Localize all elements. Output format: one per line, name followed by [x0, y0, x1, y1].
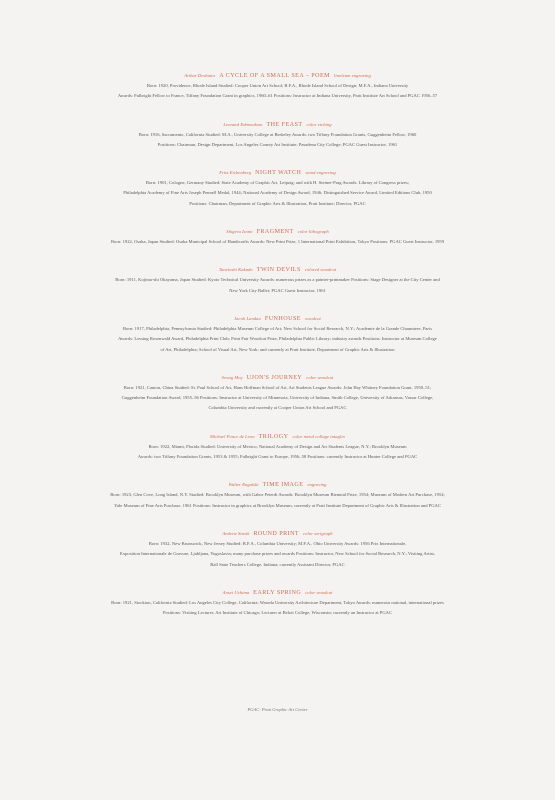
artist-entry [33, 589, 523, 618]
entry-heading [33, 374, 523, 382]
work-medium: color serigraph [303, 530, 333, 536]
artist-name: Michael Ponce de Leon [210, 433, 255, 439]
bio-line: Yale Museum of Fine Arts Purchase, 1961 Positions: Instructor in graphics at Brooklyn Museum, currently at Pratt Institute Department of Graphic Arts & Illustration and PGAC [114, 502, 441, 508]
footer-note: PGAC: Pratt Graphic Art Center [247, 707, 308, 712]
artist-name: Seong Moy [221, 374, 243, 380]
artist-name: Andrew Stasik [222, 530, 250, 536]
work-medium: engraving [307, 482, 327, 488]
work-medium: color metal collage intaglio [292, 433, 345, 439]
bio-line: Columbia University and currently at Cooper Union Art School and PGAC [208, 405, 347, 411]
bio-line: Born: 1932, New Brunswick, New Jersey Studied: B.F.A., Columbia University; M.F.A., Ohio University Awards: 1956 Prix Internationale, [148, 540, 407, 546]
artist-entry [33, 228, 523, 246]
artist-entry [33, 315, 523, 354]
bio-line: Exposition Internationale de Gravure, Ljubljana, Yugoslavia; many purchase prizes and awards Positions: Instructor, New School for Social Research, N.Y.; Visiting Artist, [120, 551, 435, 557]
work-medium: color etching [306, 121, 332, 127]
bio-line: Born: 1921, Stockton, California Studied: Los Angeles City College, California; Waseda University Architecture Department, Tokyo Awards: numerous national, international prizes [111, 599, 444, 605]
work-title: UJON'S JOURNEY [246, 374, 303, 381]
bio-line: Philadelphia Academy of Fine Arts Joseph Pennell Medal, 1944; National Academy of Design Award, 1946; Distinguished Service Award, Limited Editions Club, 1950 [123, 190, 432, 196]
artist-entry [33, 433, 523, 462]
work-medium: woodcut [304, 315, 321, 321]
artist-entry [33, 374, 523, 413]
bio-line: Born: 1922, Miami, Florida Studied: University of Mexico; National Academy of Design and Art Students League, N.Y.; Brooklyn Museum [148, 443, 407, 449]
entry-heading [33, 169, 523, 177]
artist-name: Arthur Deshaies [184, 73, 216, 78]
work-title: THE FEAST [266, 121, 303, 128]
bio-line: Born: 1911, Kojima-shi Okayama, Japan Studied: Kyoto Technical University Awards: numerous prizes as a painter-printmaker Positions: Stage Designer at the City Center and [115, 277, 440, 283]
work-title: TRILOGY [258, 433, 289, 440]
entry-heading [33, 481, 523, 489]
artist-entry [33, 481, 523, 510]
work-title: TIME IMAGE [262, 482, 304, 489]
bio-line: Born: 1921, Canton, China Studied: St. Paul School of Art, Hans Hoffman School of Art, Art Students League Awards: John Hay Whitney Foundation Grant, 1950–51; [123, 384, 432, 390]
entry-heading [33, 72, 523, 80]
artist-entry [33, 530, 523, 569]
work-title: ROUND PRINT [253, 530, 300, 537]
work-medium: color lithograph [297, 229, 329, 235]
work-title: FRAGMENT [256, 229, 294, 236]
entry-heading [33, 589, 523, 597]
bio-line: Ball State Teachers College, Indiana; currently Assistant Director, PGAC [210, 561, 345, 567]
work-title: NIGHT WATCH [255, 170, 302, 177]
bio-line: Born: 1922, Osaka, Japan Studied: Osaka Municipal School of Handicrafts Awards: New Print Prize, 1 International Print Exhibition, Tokyo Positions: PGAC Guest Instructor, 1959 [110, 239, 445, 245]
artist-name: Ansei Uchima [222, 589, 250, 595]
bio-line: Born: 1923, Glen Cove, Long Island, N.Y. Studied: Brooklyn Museum, with Gabor Peterdi Awards: Brooklyn Museum Biennial Prize, 1954; Museum of Modern Art Purchase, 1954; [110, 492, 445, 498]
artist-name: Shigeru Isomi [226, 229, 253, 235]
entry-heading [33, 315, 523, 323]
artist-name: Leonard Edmondson [223, 121, 263, 127]
artist-entry [33, 121, 523, 150]
entry-heading [33, 433, 523, 441]
bio-line: Awards: Fulbright Fellow to France, Tiffany Foundation Grant in graphics, 1960–61 Positions: Instructor at Indiana University, Pratt Institute Art School and PGAC 1956–57 [117, 93, 438, 99]
work-medium: wood engraving [305, 170, 336, 176]
entry-heading [33, 228, 523, 236]
work-medium: color woodcut [306, 374, 334, 380]
bio-line: New York City Ballet; PGAC Guest Instructor, 1961 [229, 287, 326, 293]
bio-line: Awards: Lessing Rosenwald Award, Philadelphia Print Club; Print Fair Woodcut Prize, Philadelphia Public Library; industry awards Positions: Instructor at Museum College [118, 336, 437, 342]
bio-line: Born: 1917, Philadelphia, Pennsylvania Studied: Philadelphia Museum College of Art; New School for Social Research, N.Y.; Academie de la Grande Chaumiere, Paris [122, 325, 433, 331]
work-title: FUNHOUSE [264, 315, 301, 322]
work-title: EARLY SPRING [253, 589, 302, 596]
artist-entry [33, 72, 523, 101]
artist-name: Fritz Eichenberg [219, 170, 252, 176]
work-title: TWIN DEVILS [256, 267, 301, 274]
entry-heading [33, 530, 523, 538]
bio-line: Guggenheim Foundation Award, 1955–56 Positions: Instructor at University of Minnesota, University of Indiana, Smith College, University of Arkansas, Vassar College, [121, 395, 434, 401]
bio-line: of Art, Philadelphia; School of Visual Art, New York; and currently at Pratt Institute, Department of Graphic Arts & Illustration [160, 346, 395, 352]
bio-line: Positions: Visiting Lecturer, Art Institute of Chicago; Lecturer at Beloit College, Wisconsin; currently an Instructor at PGAC [162, 610, 393, 616]
bio-line: Positions: Chairman, Department of Graphic Arts & Illustration, Pratt Institute; Director, PGAC [189, 200, 366, 206]
work-medium: linoleum engraving [334, 73, 371, 78]
work-medium: colored woodcut [304, 267, 337, 273]
bio-line: Born: 1916, Sacramento, California Studied: M.A., University College at Berkeley Awards: two Tiffany Foundation Grants, Guggenheim Fellow, 1960 [138, 131, 417, 137]
artist-entry [33, 266, 523, 295]
artist-name: Jacob Landau [234, 315, 261, 321]
artist-list [0, 72, 555, 637]
artist-name: Tanetoshi Kakudo [218, 267, 253, 273]
artist-entry [33, 169, 523, 208]
bio-line: Positions: Chairman, Design Department, Los Angeles County Art Institute; Pasadena City College; PGAC Guest Instructor, 1961 [157, 141, 398, 147]
artist-name: Walter Rogalski [228, 482, 259, 488]
entry-heading [33, 266, 523, 274]
work-medium: color woodcut [305, 589, 333, 595]
work-title: A CYCLE OF A SMALL SEA – POEM [219, 73, 331, 79]
entry-heading [33, 121, 523, 129]
bio-line: Born: 1920, Providence, Rhode Island Studied: Cooper Union Art School; B.F.A., Rhode Island School of Design; M.F.A., Indiana University [146, 83, 409, 88]
bio-line: Awards: two Tiffany Foundation Grants, 1953 & 1955; Fulbright Grant to Europe, 1956–58 Positions: currently Instructor at Hunter College and PGAC [137, 454, 418, 460]
bio-line: Born: 1901, Cologne, Germany Studied: State Academy of Graphic Art, Leipzig; and with H. Steiner-Prag Awards: Library of Congress prizes; [145, 180, 410, 186]
